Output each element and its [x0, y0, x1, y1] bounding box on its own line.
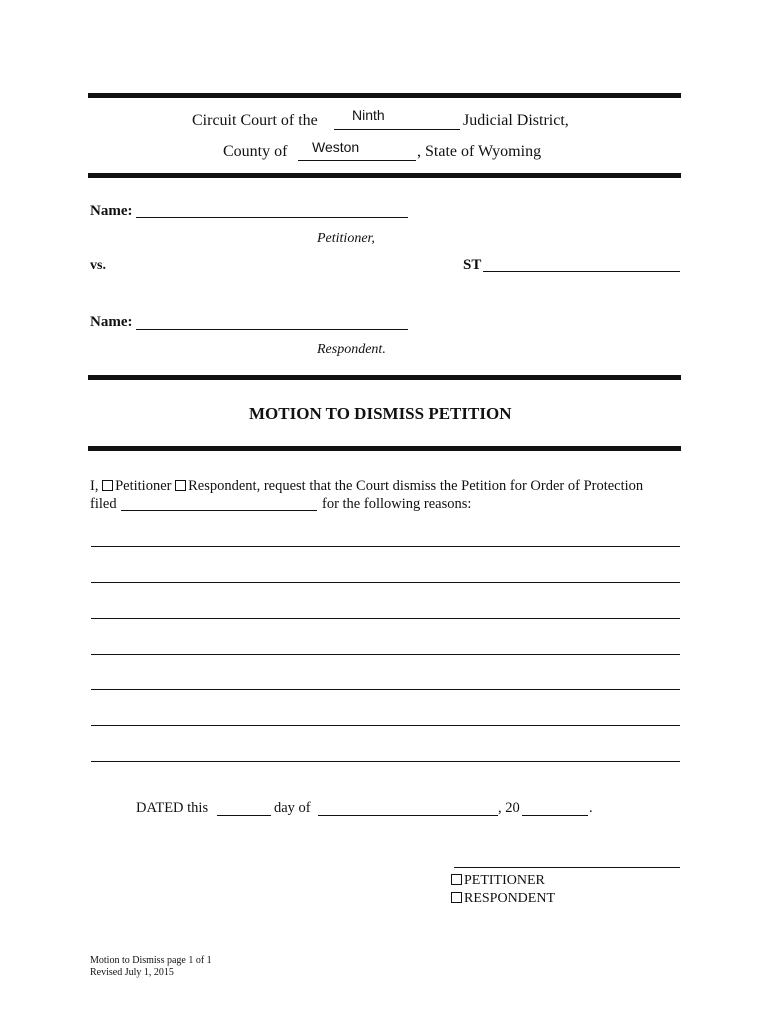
court-prefix: Circuit Court of the — [192, 112, 318, 129]
footer-page-label: Motion to Dismiss page 1 of 1 — [90, 955, 212, 966]
reasons-label: for the following reasons: — [322, 496, 472, 512]
petitioner-caption: Petitioner, — [317, 231, 375, 246]
reason-line[interactable] — [91, 725, 680, 726]
title-divider — [88, 446, 681, 451]
signature-respondent-checkbox[interactable] — [451, 892, 462, 903]
year-field[interactable] — [522, 815, 588, 816]
respondent-caption: Respondent. — [317, 342, 386, 357]
reason-line[interactable] — [91, 689, 680, 690]
petitioner-option-label: Petitioner — [115, 478, 172, 494]
signature-line[interactable] — [454, 867, 680, 868]
parties-divider — [88, 375, 681, 380]
court-suffix: Judicial District, — [463, 112, 569, 129]
county-field-underline — [298, 160, 416, 161]
vs-label: vs. — [90, 258, 106, 273]
signature-respondent-label: RESPONDENT — [464, 891, 556, 906]
day-field[interactable] — [217, 815, 271, 816]
reason-line[interactable] — [91, 761, 680, 762]
st-number-field[interactable] — [483, 271, 680, 272]
year-prefix: , 20 — [498, 800, 520, 816]
dated-label: DATED this — [136, 800, 209, 816]
respondent-name-label: Name: — [90, 314, 133, 330]
petitioner-checkbox[interactable] — [102, 480, 113, 491]
reason-line[interactable] — [91, 546, 680, 547]
header-divider — [88, 173, 681, 178]
district-field[interactable]: Ninth — [352, 107, 385, 123]
intro-text: I, — [90, 478, 99, 494]
petitioner-name-label: Name: — [90, 203, 133, 219]
st-label: ST — [463, 257, 482, 273]
reason-line[interactable] — [91, 654, 680, 655]
reason-line[interactable] — [91, 618, 680, 619]
document-title: MOTION TO DISMISS PETITION — [249, 404, 512, 423]
district-field-underline — [334, 129, 460, 130]
reason-line[interactable] — [91, 582, 680, 583]
county-prefix: County of — [223, 143, 288, 160]
county-field[interactable]: Weston — [312, 139, 360, 155]
month-field[interactable] — [318, 815, 498, 816]
filed-date-field[interactable] — [121, 510, 317, 511]
dated-period: . — [589, 800, 593, 816]
petitioner-name-field[interactable] — [136, 217, 408, 218]
signature-petitioner-label: PETITIONER — [464, 873, 545, 888]
signature-respondent-row — [451, 891, 555, 907]
state-suffix: , State of Wyoming — [417, 143, 542, 160]
request-line — [90, 478, 643, 495]
respondent-name-field[interactable] — [136, 329, 408, 330]
signature-petitioner-row — [451, 873, 545, 889]
filed-label: filed — [90, 496, 117, 512]
footer-revised-label: Revised July 1, 2015 — [90, 967, 174, 978]
respondent-option-label: Respondent, request that the Court dismiss the Petition for Order of Protection — [188, 478, 644, 494]
respondent-checkbox[interactable] — [175, 480, 186, 491]
signature-petitioner-checkbox[interactable] — [451, 874, 462, 885]
top-divider — [88, 93, 681, 98]
day-of-label: day of — [274, 800, 311, 816]
